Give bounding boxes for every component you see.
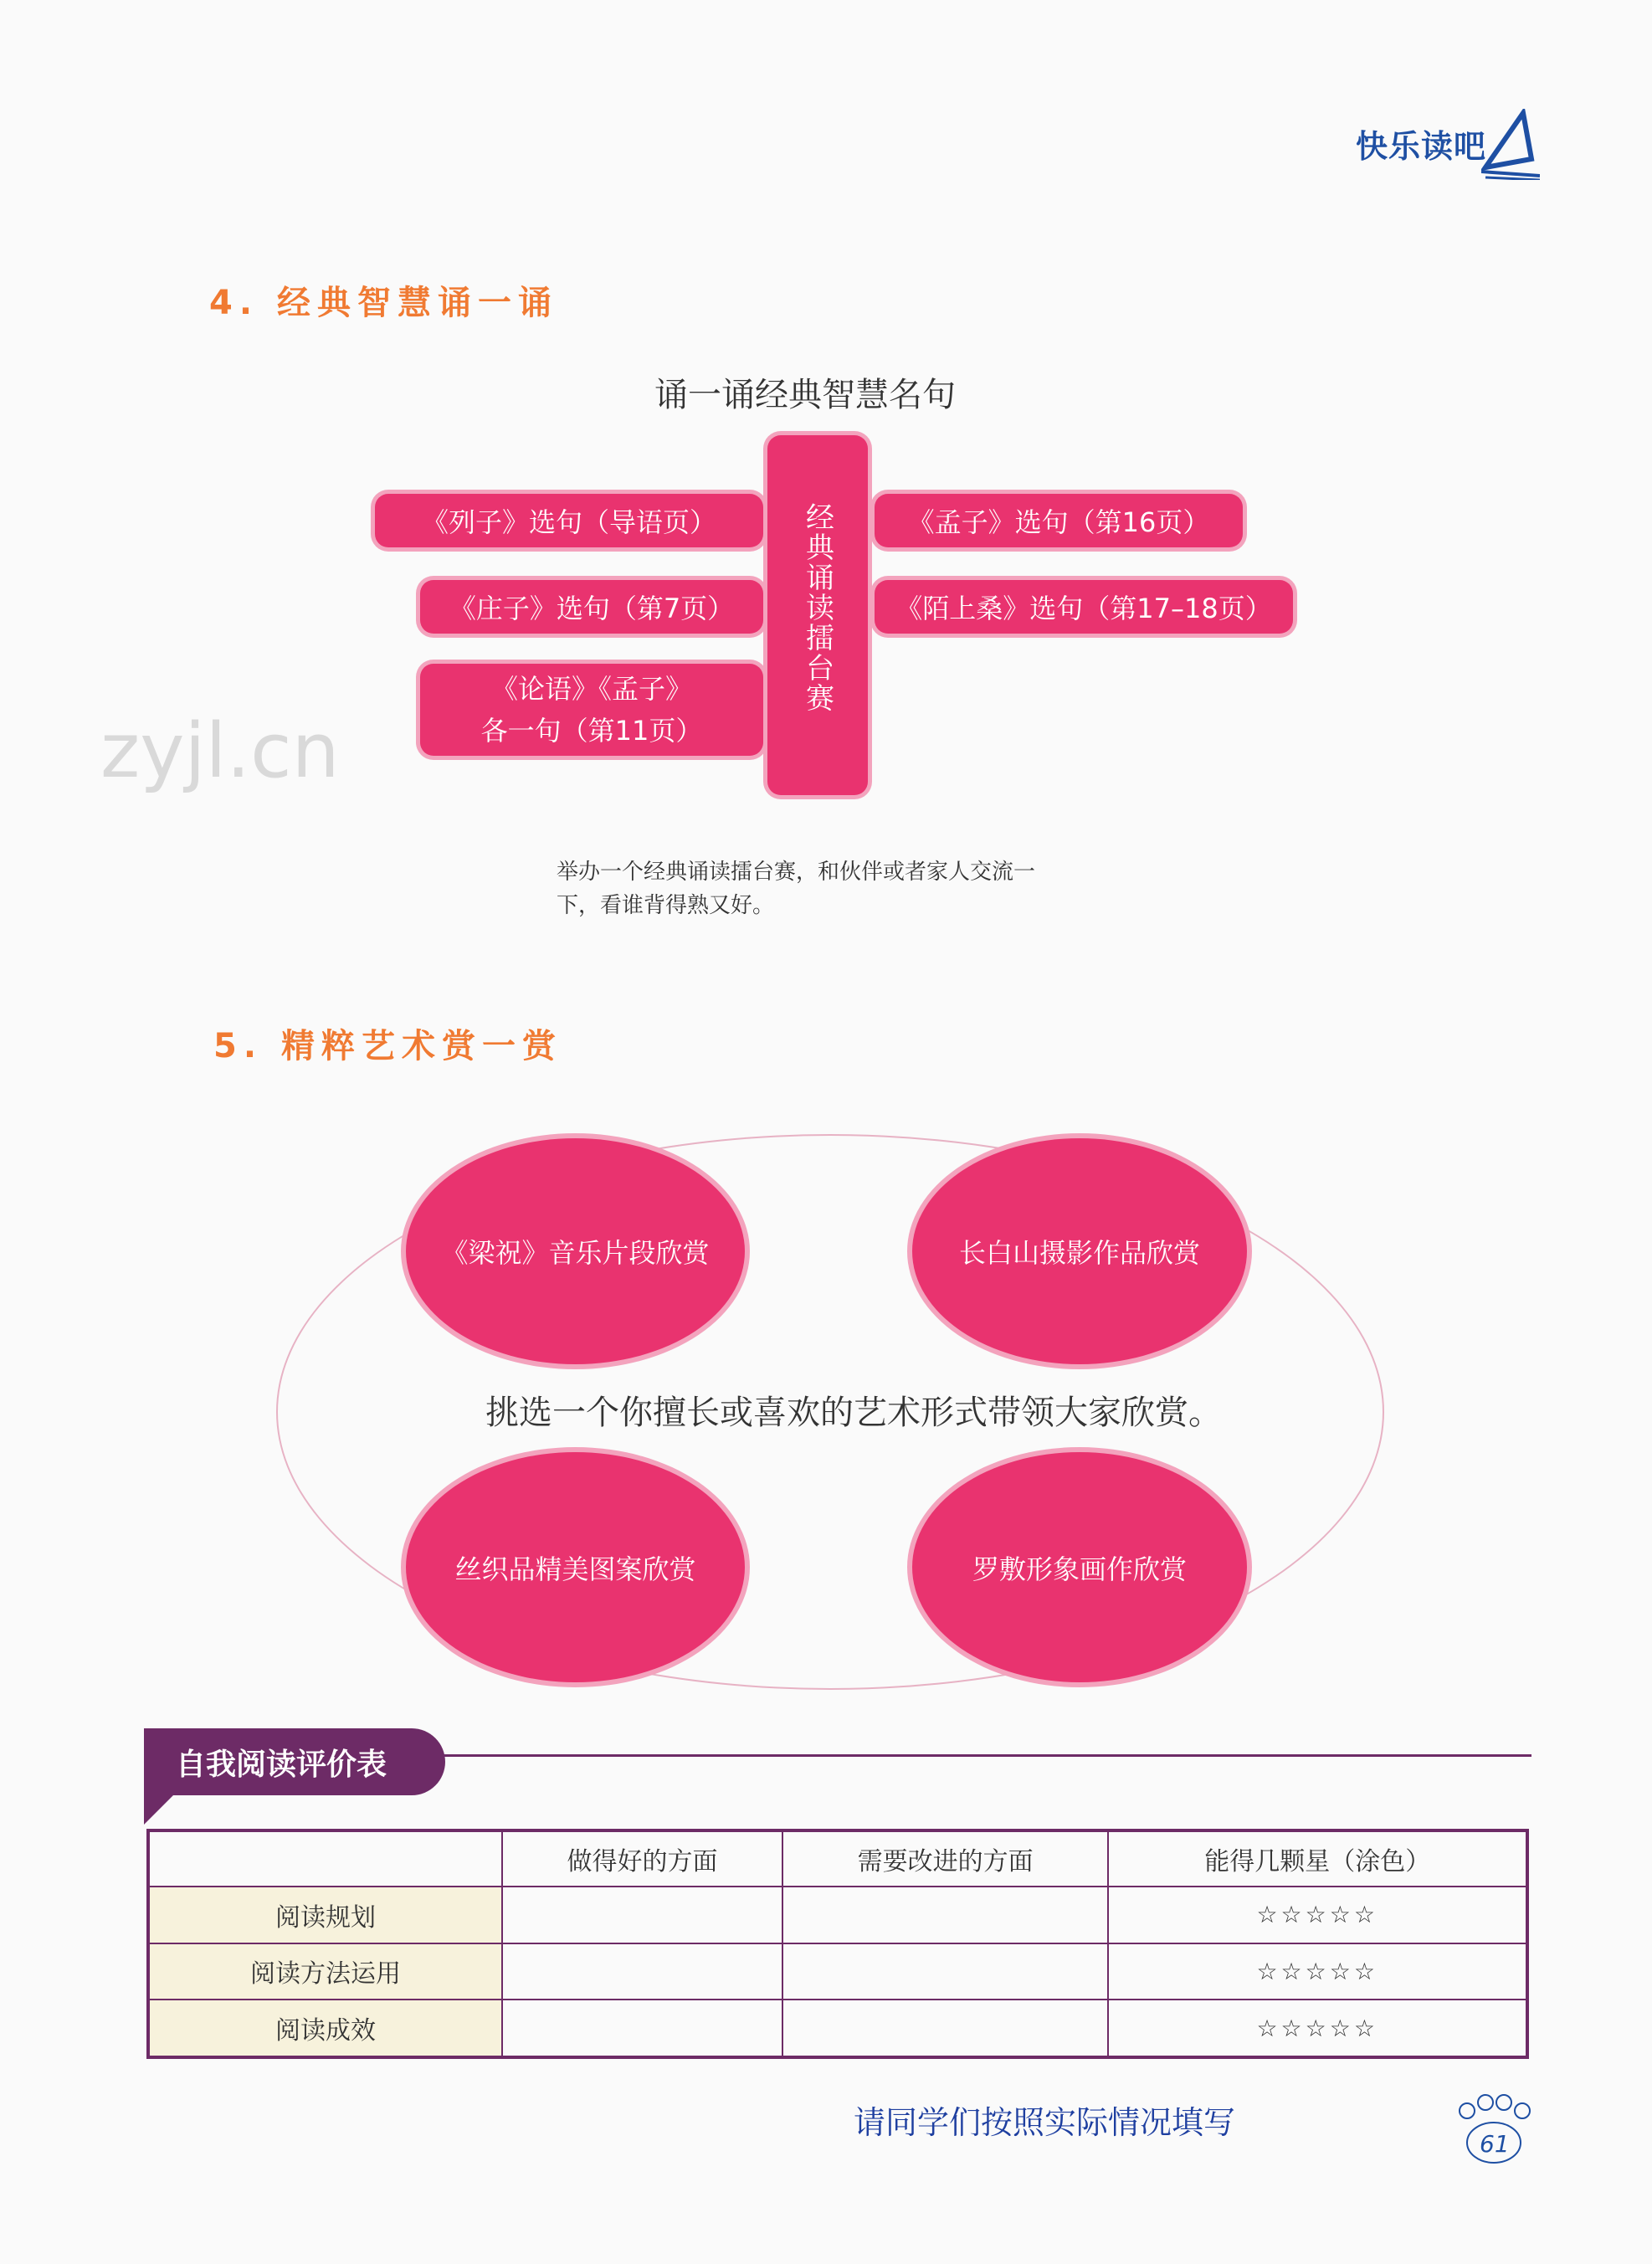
center-label: 经典诵读擂台赛 [800,502,834,713]
page-number: 61 [1480,2130,1510,2158]
art-item-1: 《梁祝》音乐片段欣赏 [406,1138,745,1364]
right-item-2: 《陌上桑》选句（第17–18页） [875,580,1293,634]
table-row [148,2000,1527,2057]
section5-title: 5. 精粹艺术赏一赏 [213,1027,562,1065]
star-rating[interactable]: ☆☆☆☆☆ [1108,1943,1527,2000]
right-item-1: 《孟子》选句（第16页） [875,494,1243,547]
input-cell[interactable] [782,2000,1109,2057]
table-row [148,1943,1527,2000]
watermark: zyjl.cn [100,707,340,795]
brand-title: 快乐读吧 [1356,128,1487,165]
input-cell[interactable] [782,1943,1109,2000]
art-item-4: 罗敷形象画作欣赏 [912,1452,1247,1682]
art-center-text: 挑选一个你擅长或喜欢的艺术形式带领大家欣赏。 [485,1394,1222,1432]
row-label: 阅读成效 [148,2000,502,2057]
section4-subtitle: 诵一诵经典智慧名句 [654,376,956,414]
input-cell[interactable] [502,2000,782,2057]
evaluation-title-tab: 自我阅读评价表 [144,1728,445,1795]
table-header-cell: 能得几颗星（涂色） [1108,1830,1527,1887]
table-row [148,1887,1527,1943]
table-header-cell: 需要改进的方面 [782,1830,1109,1887]
table-header-cell: 做得好的方面 [502,1830,782,1887]
left-item-3: 《论语》《孟子》 各一句（第11页） [420,664,763,756]
art-item-2: 长白山摄影作品欣赏 [912,1138,1247,1364]
table-header-cell [148,1830,502,1887]
left-item-1: 《列子》选句（导语页） [375,494,763,547]
input-cell[interactable] [782,1887,1109,1943]
section4-description: 举办一个经典诵读擂台赛，和伙伴或者家人交流一 下，看谁背得熟又好。 [557,860,1036,918]
row-label: 阅读规划 [148,1887,502,1943]
art-item-3: 丝织品精美图案欣赏 [406,1452,745,1682]
row-label: 阅读方法运用 [148,1943,502,2000]
section4-title: 4. 经典智慧诵一诵 [209,284,558,322]
book-icon [1481,109,1540,180]
evaluation-table [146,1829,1529,2059]
star-rating[interactable]: ☆☆☆☆☆ [1108,1887,1527,1943]
input-cell[interactable] [502,1887,782,1943]
input-cell[interactable] [502,1943,782,2000]
brand-logo [1356,109,1523,184]
table-header-row [148,1830,1527,1887]
center-vertical-pill [767,435,868,795]
footer-note: 请同学们按照实际情况填写 [854,2104,1236,2141]
star-rating[interactable]: ☆☆☆☆☆ [1108,2000,1527,2057]
tab-fold-corner [144,1791,177,1825]
evaluation-rule [444,1754,1531,1757]
left-item-2: 《庄子》选句（第7页） [420,580,763,634]
